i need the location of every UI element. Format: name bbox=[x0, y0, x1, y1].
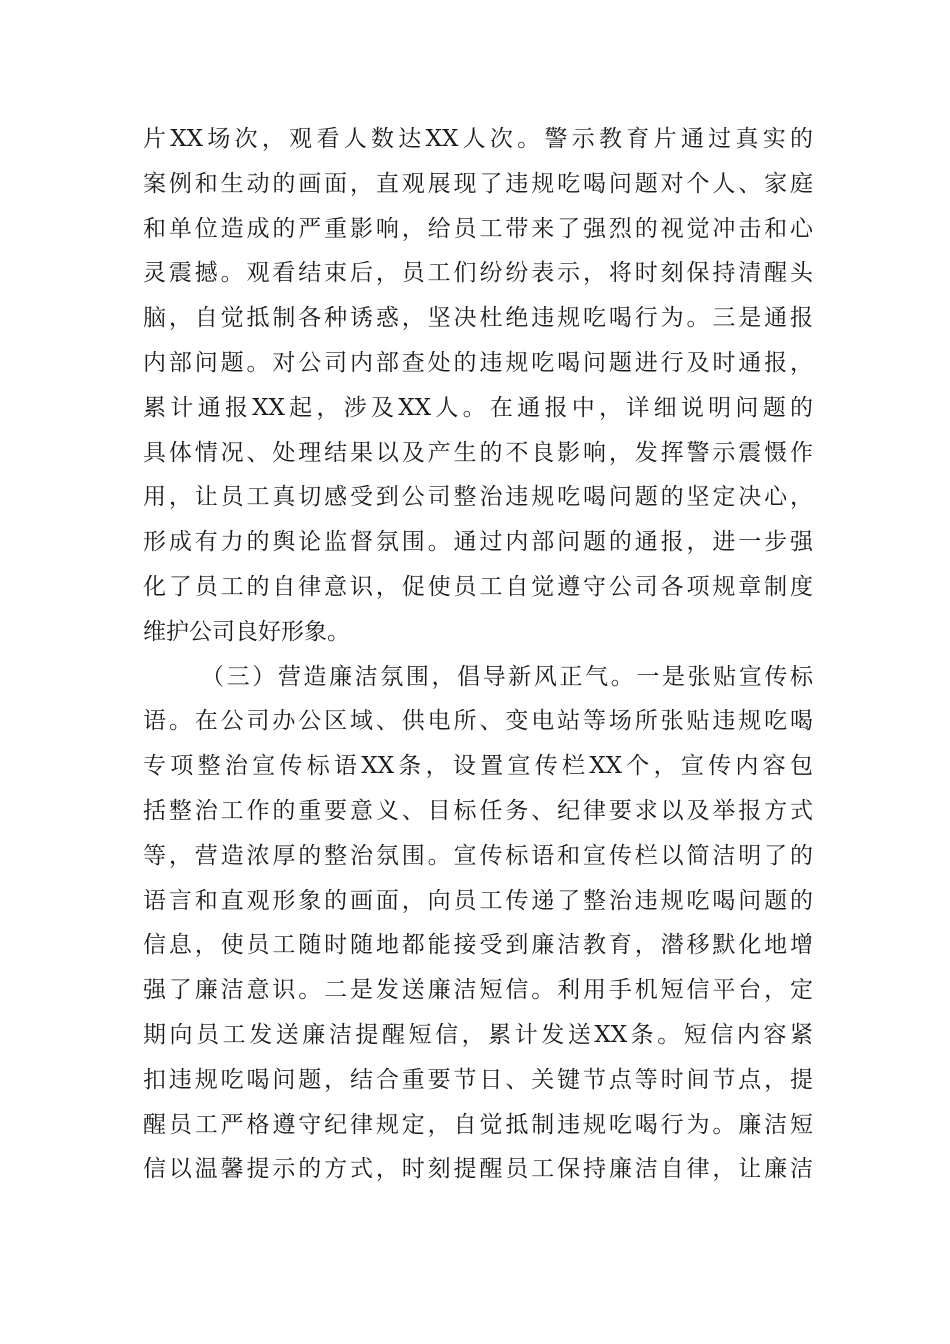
text-line: 专项整治宣传标语XX条，设置宣传栏XX个，宣传内容包 bbox=[143, 753, 813, 780]
text-line: 信息，使员工随时随地都能接受到廉洁教育，潜移默化地增 bbox=[143, 932, 813, 959]
text-line: 累计通报XX起，涉及XX人。在通报中，详细说明问题的 bbox=[143, 394, 813, 421]
body-text bbox=[143, 117, 813, 1192]
text-line: 强了廉洁意识。二是发送廉洁短信。利用手机短信平台，定 bbox=[143, 977, 813, 1004]
text-line: 期向员工发送廉洁提醒短信，累计发送XX条。短信内容紧 bbox=[143, 1021, 813, 1048]
text-line: 扣违规吃喝问题，结合重要节日、关键节点等时间节点，提 bbox=[143, 1066, 813, 1093]
paragraph-end-line: 维护公司良好形象。 bbox=[143, 618, 350, 645]
text-line: 等，营造浓厚的整治氛围。宣传标语和宣传栏以简洁明了的 bbox=[143, 842, 813, 869]
text-line: 化了员工的自律意识，促使员工自觉遵守公司各项规章制度 bbox=[143, 573, 813, 600]
text-line: 醒员工严格遵守纪律规定，自觉抵制违规吃喝行为。廉洁短 bbox=[143, 1111, 813, 1138]
text-line: 语言和直观形象的画面，向员工传递了整治违规吃喝问题的 bbox=[143, 887, 813, 914]
section-heading-line: （三）营造廉洁氛围，倡导新风正气。一是张贴宣传标 bbox=[201, 663, 813, 690]
text-line: 形成有力的舆论监督氛围。通过内部问题的通报，进一步强 bbox=[143, 529, 813, 556]
text-line: 具体情况、处理结果以及产生的不良影响，发挥警示震慑作 bbox=[143, 439, 813, 466]
text-line: 脑，自觉抵制各种诱惑，坚决杜绝违规吃喝行为。三是通报 bbox=[143, 305, 813, 332]
text-line: 内部问题。对公司内部查处的违规吃喝问题进行及时通报， bbox=[143, 349, 813, 376]
text-line: 灵震撼。观看结束后，员工们纷纷表示，将时刻保持清醒头 bbox=[143, 260, 813, 287]
text-line: 案例和生动的画面，直观展现了违规吃喝问题对个人、家庭 bbox=[143, 170, 813, 197]
text-line: 信以温馨提示的方式，时刻提醒员工保持廉洁自律，让廉洁 bbox=[143, 1156, 813, 1183]
text-line: 括整治工作的重要意义、目标任务、纪律要求以及举报方式 bbox=[143, 797, 813, 824]
text-line: 和单位造成的严重影响，给员工带来了强烈的视觉冲击和心 bbox=[143, 215, 813, 242]
text-line: 语。在公司办公区域、供电所、变电站等场所张贴违规吃喝 bbox=[143, 708, 813, 735]
text-line: 用，让员工真切感受到公司整治违规吃喝问题的坚定决心， bbox=[143, 484, 813, 511]
text-line: 片XX场次，观看人数达XX人次。警示教育片通过真实的 bbox=[143, 126, 813, 152]
